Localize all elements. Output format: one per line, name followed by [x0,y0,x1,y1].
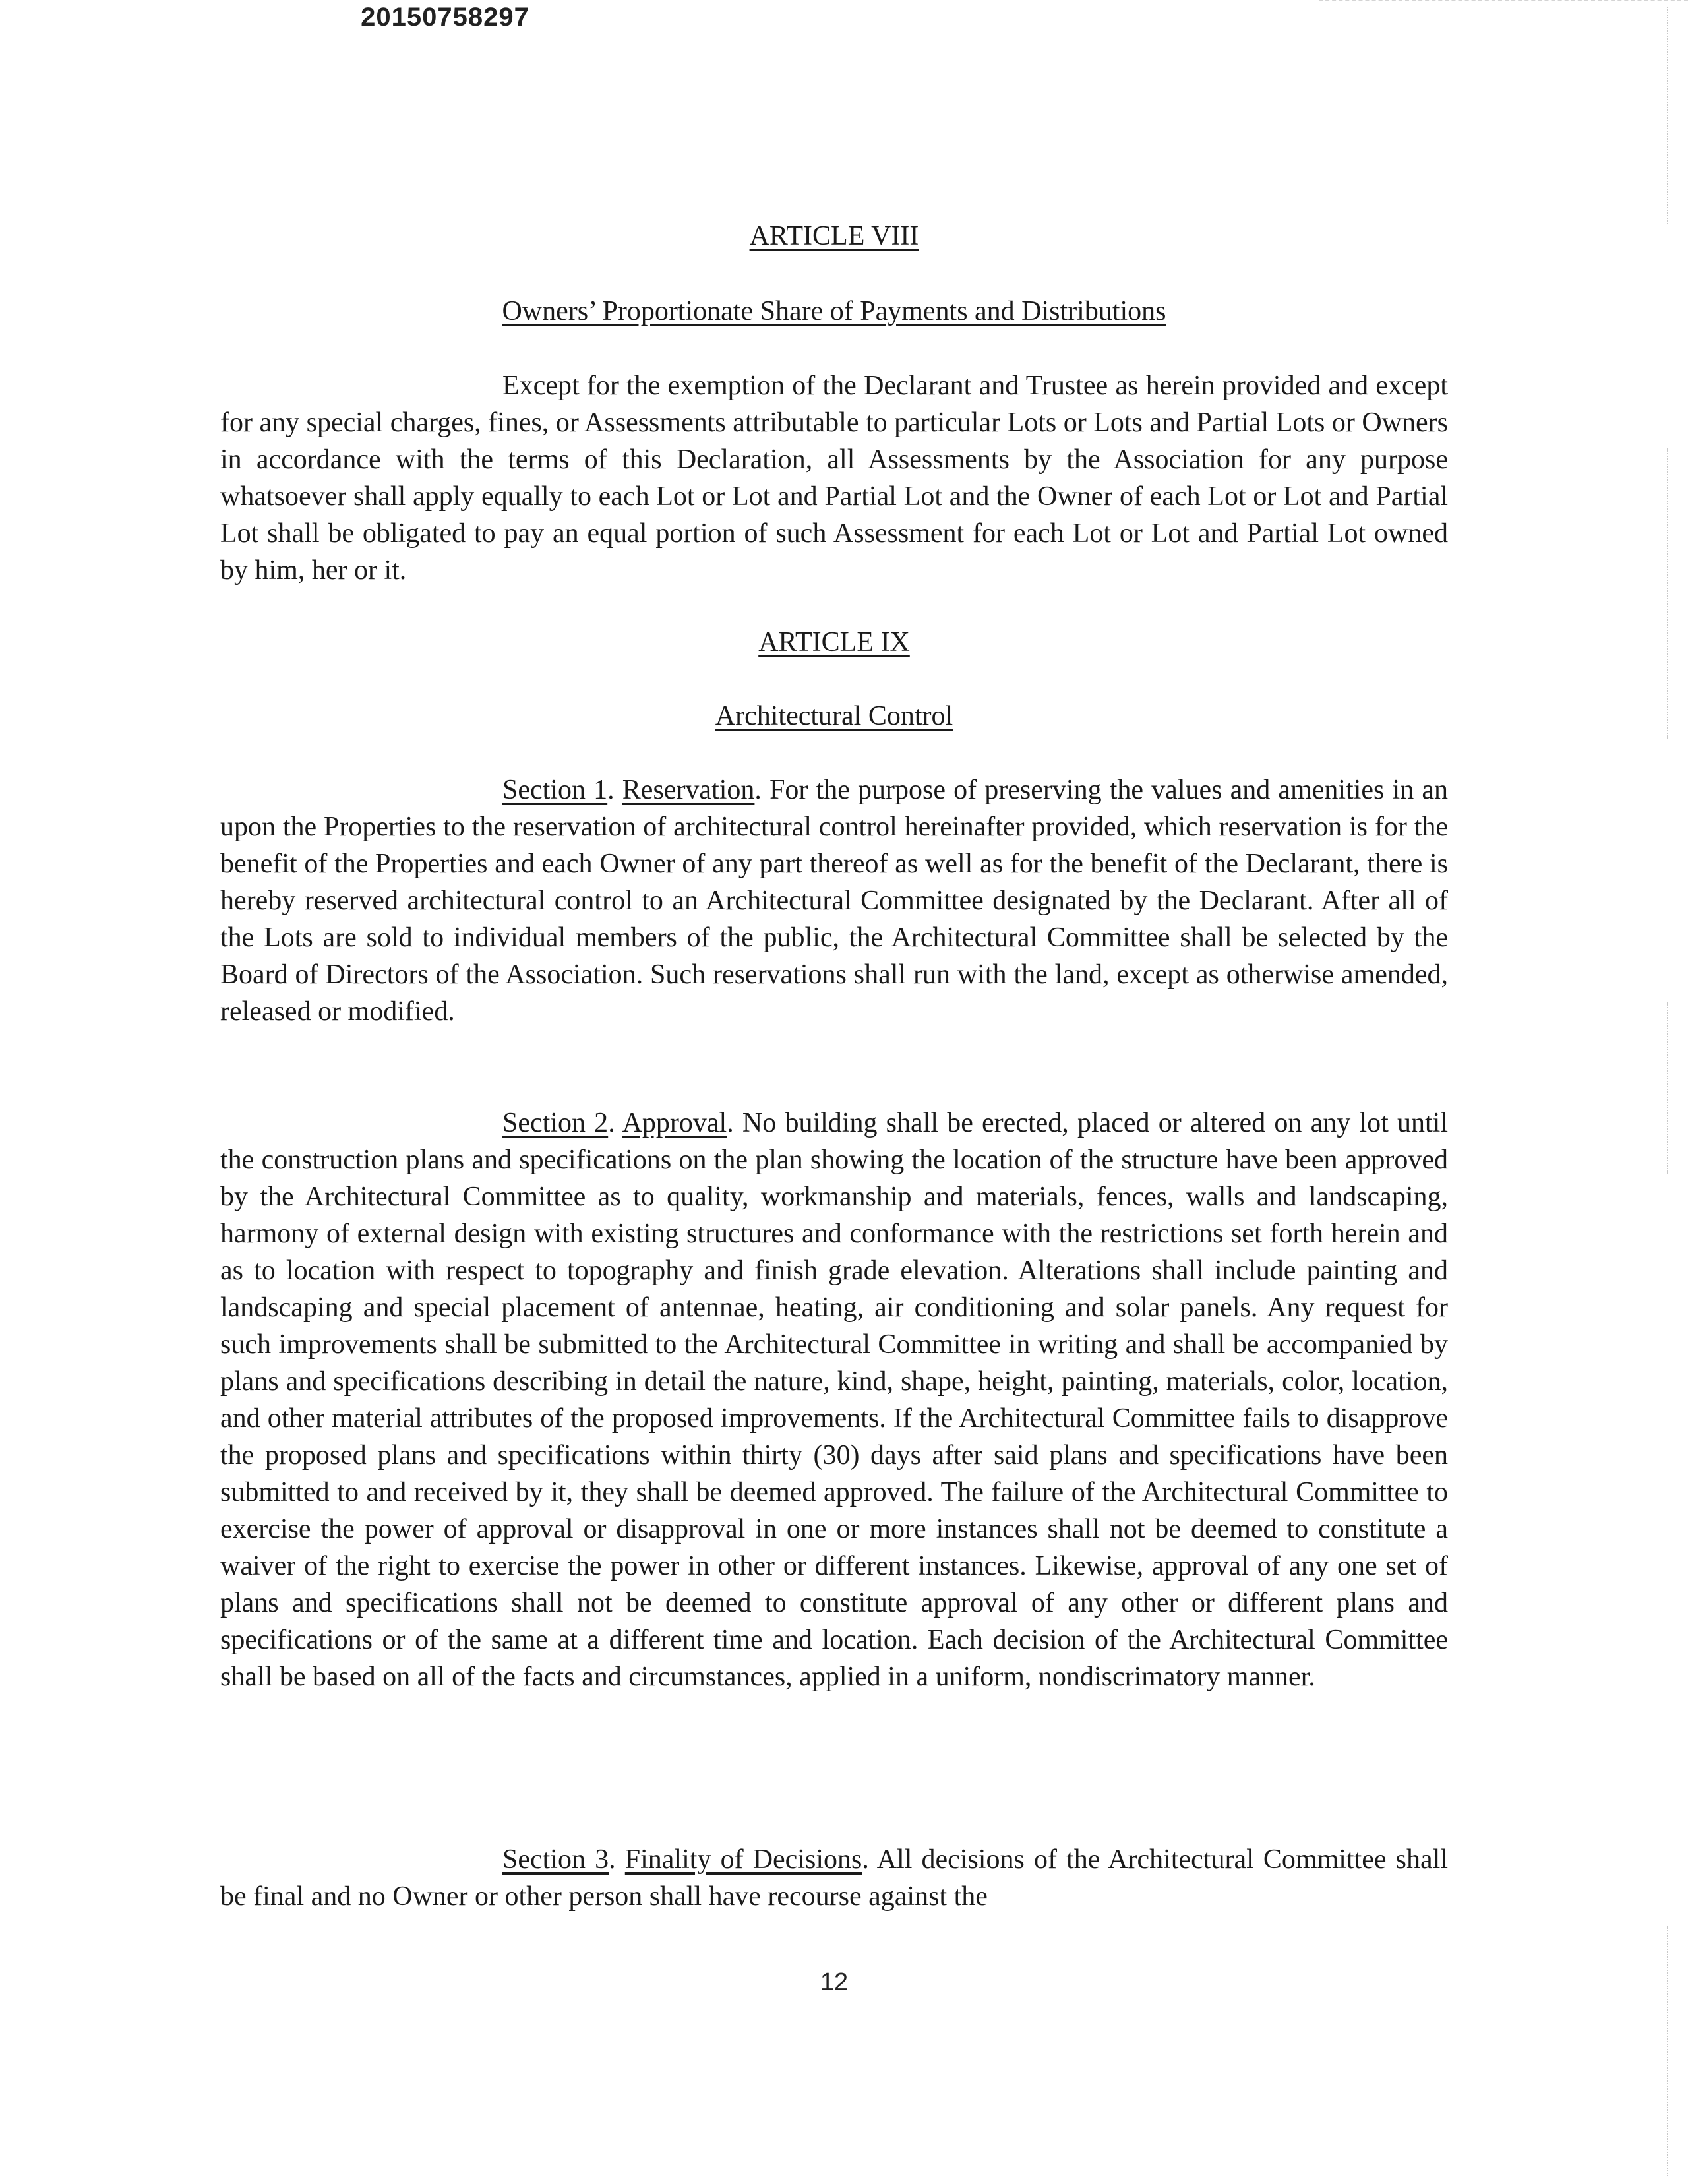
section-2-heading: Approval [622,1108,727,1138]
article-9-title: ARTICLE IX [758,627,910,657]
document-number: 20150758297 [361,3,529,32]
scan-edge-right-3 [1666,1002,1668,1174]
scan-edge-right-4 [1666,1926,1668,2176]
article-8-title: ARTICLE VIII [749,221,919,251]
section-2-text: No building shall be erected, placed or altered on any lot until the construction plans and specifications on the plan showing the location of the structure have been approved by the Architectural Committee as to quality, workmanship and materials, fences, walls and landscaping, harmony of external design with existing structures and conformance with the restrictions set forth herein and as to location with respect to topography and finish grade elevation. Alterations shall include painting and landscaping and special placement of antennae, heating, air conditioning and solar panels. Any request for such improvements shall be submitted to the Architectural Committee in writing and shall be accompanied by plans and specifications describing in detail the nature, kind, shape, height, painting, materials, color, location, and other material attributes of the proposed improvements. If the Architectural Committee fails to disapprove the proposed plans and specifications within thirty (30) days after said plans and specifications have been submitted to and received by it, they shall be deemed approved. The failure of the Architectural Committee to exercise the power of approval or disapproval in one or more instances shall not be deemed to constitute a waiver of the right to exercise the power in other or different instances. Likewise, approval of any one set of plans and specifications shall not be deemed to constitute approval of any other or different plans and specifications or of the same at a different time and location. Each decision of the Architectural Committee shall be based on all of the facts and circumstances, applied in a uniform, nondiscrimatory manner. [220,1108,1448,1692]
section-3-number: Section 3 [502,1844,609,1875]
article-9-subtitle: Architectural Control [715,701,953,731]
scan-edge-right-1 [1666,7,1668,224]
section-2-number: Section 2 [502,1108,609,1138]
section-1-number: Section 1 [502,775,608,805]
section-3-text: All decisions of the Architectural Committee shall be final and no Owner or other person shall have recourse against the [220,1844,1448,1912]
section-1-text: For the purpose of preserving the values and amenities in an upon the Properties to the reservation of architectural control hereinafter provided, which reservation is for the benefit of the Properties and each Owner of any part thereof as well as for the benefit of the Declarant, there is hereby reserved architectural control to an Architectural Committee designated by the Declarant. After all of the Lots are sold to individual members of the public, the Architectural Committee shall be selected by the Board of Directors of the Association. Such reservations shall run with the land, except as otherwise amended, released or modified. [220,775,1449,1027]
section-3-heading: Finality of Decisions [624,1844,862,1875]
article-8-paragraph-text: Except for the exemption of the Declarant and Trustee as herein provided and except for any special charges, fines, or Assessments attributable to particular Lots or Lots and Partial Lots or Owners in accordance with the terms of this Declaration, all Assessments by the Association for any purpose whatsoever shall apply equally to each Lot or Lot and Partial Lot and the Owner of each Lot or Lot and Partial Lot shall be obligated to pay an equal portion of such Assessment for each Lot or Lot and Partial Lot owned by him, her or it. [220,371,1448,586]
section-3-paragraph: Section 3. Finality of Decisions. All decisions of the Architectural Committee shall be final and no Owner or other person shall have recourse against the [220,1844,1448,1912]
section-2-paragraph: Section 2. Approval. No building shall be erected, placed or altered on any lot until the construction plans and specifications on the plan showing the location of the structure have been approved by the Architectural Committee as to quality, workmanship and materials, fences, walls and landscaping, harmony of external design with existing structures and conformance with the restrictions set forth herein and as to location with respect to topography and finish grade elevation. Alterations shall include painting and landscaping and special placement of antennae, heating, air conditioning and solar panels. Any request for such improvements shall be submitted to the Architectural Committee in writing and shall be accompanied by plans and specifications describing in detail the nature, kind, shape, height, painting, materials, color, location, and other material attributes of the proposed improvements. If the Architectural Committee fails to disapprove the proposed plans and specifications within thirty (30) days after said plans and specifications have been submitted to and received by it, they shall be deemed approved. The failure of the Architectural Committee to exercise the power of approval or disapproval in one or more instances shall not be deemed to constitute a waiver of the right to exercise the power in other or different instances. Likewise, approval of any one set of plans and specifications shall not be deemed to constitute approval of any other or different plans and specifications or of the same at a different time and location. Each decision of the Architectural Committee shall be based on all of the facts and circumstances, applied in a uniform, nondiscrimatory manner. [220,1108,1448,1692]
scan-edge-top [1319,0,1688,1]
section-1-paragraph: Section 1. Reservation. For the purpose of preserving the values and amenities in an upon the Properties to the reservation of architectural control hereinafter provided, which reservation is for the benefit of the Properties and each Owner of any part thereof as well as for the benefit of the Declarant, there is hereby reserved architectural control to an Architectural Committee designated by the Declarant. After all of the Lots are sold to individual members of the public, the Architectural Committee shall be selected by the Board of Directors of the Association. Such reservations shall run with the land, except as otherwise amended, released or modified. [220,775,1449,1027]
article-8-paragraph [220,367,1448,589]
article-8-subtitle: Owners’ Proportionate Share of Payments and Distributions [502,296,1166,326]
scan-edge-right-2 [1666,448,1668,739]
page-number: 12 [820,1968,849,1996]
section-1-heading: Reservation [622,775,755,805]
